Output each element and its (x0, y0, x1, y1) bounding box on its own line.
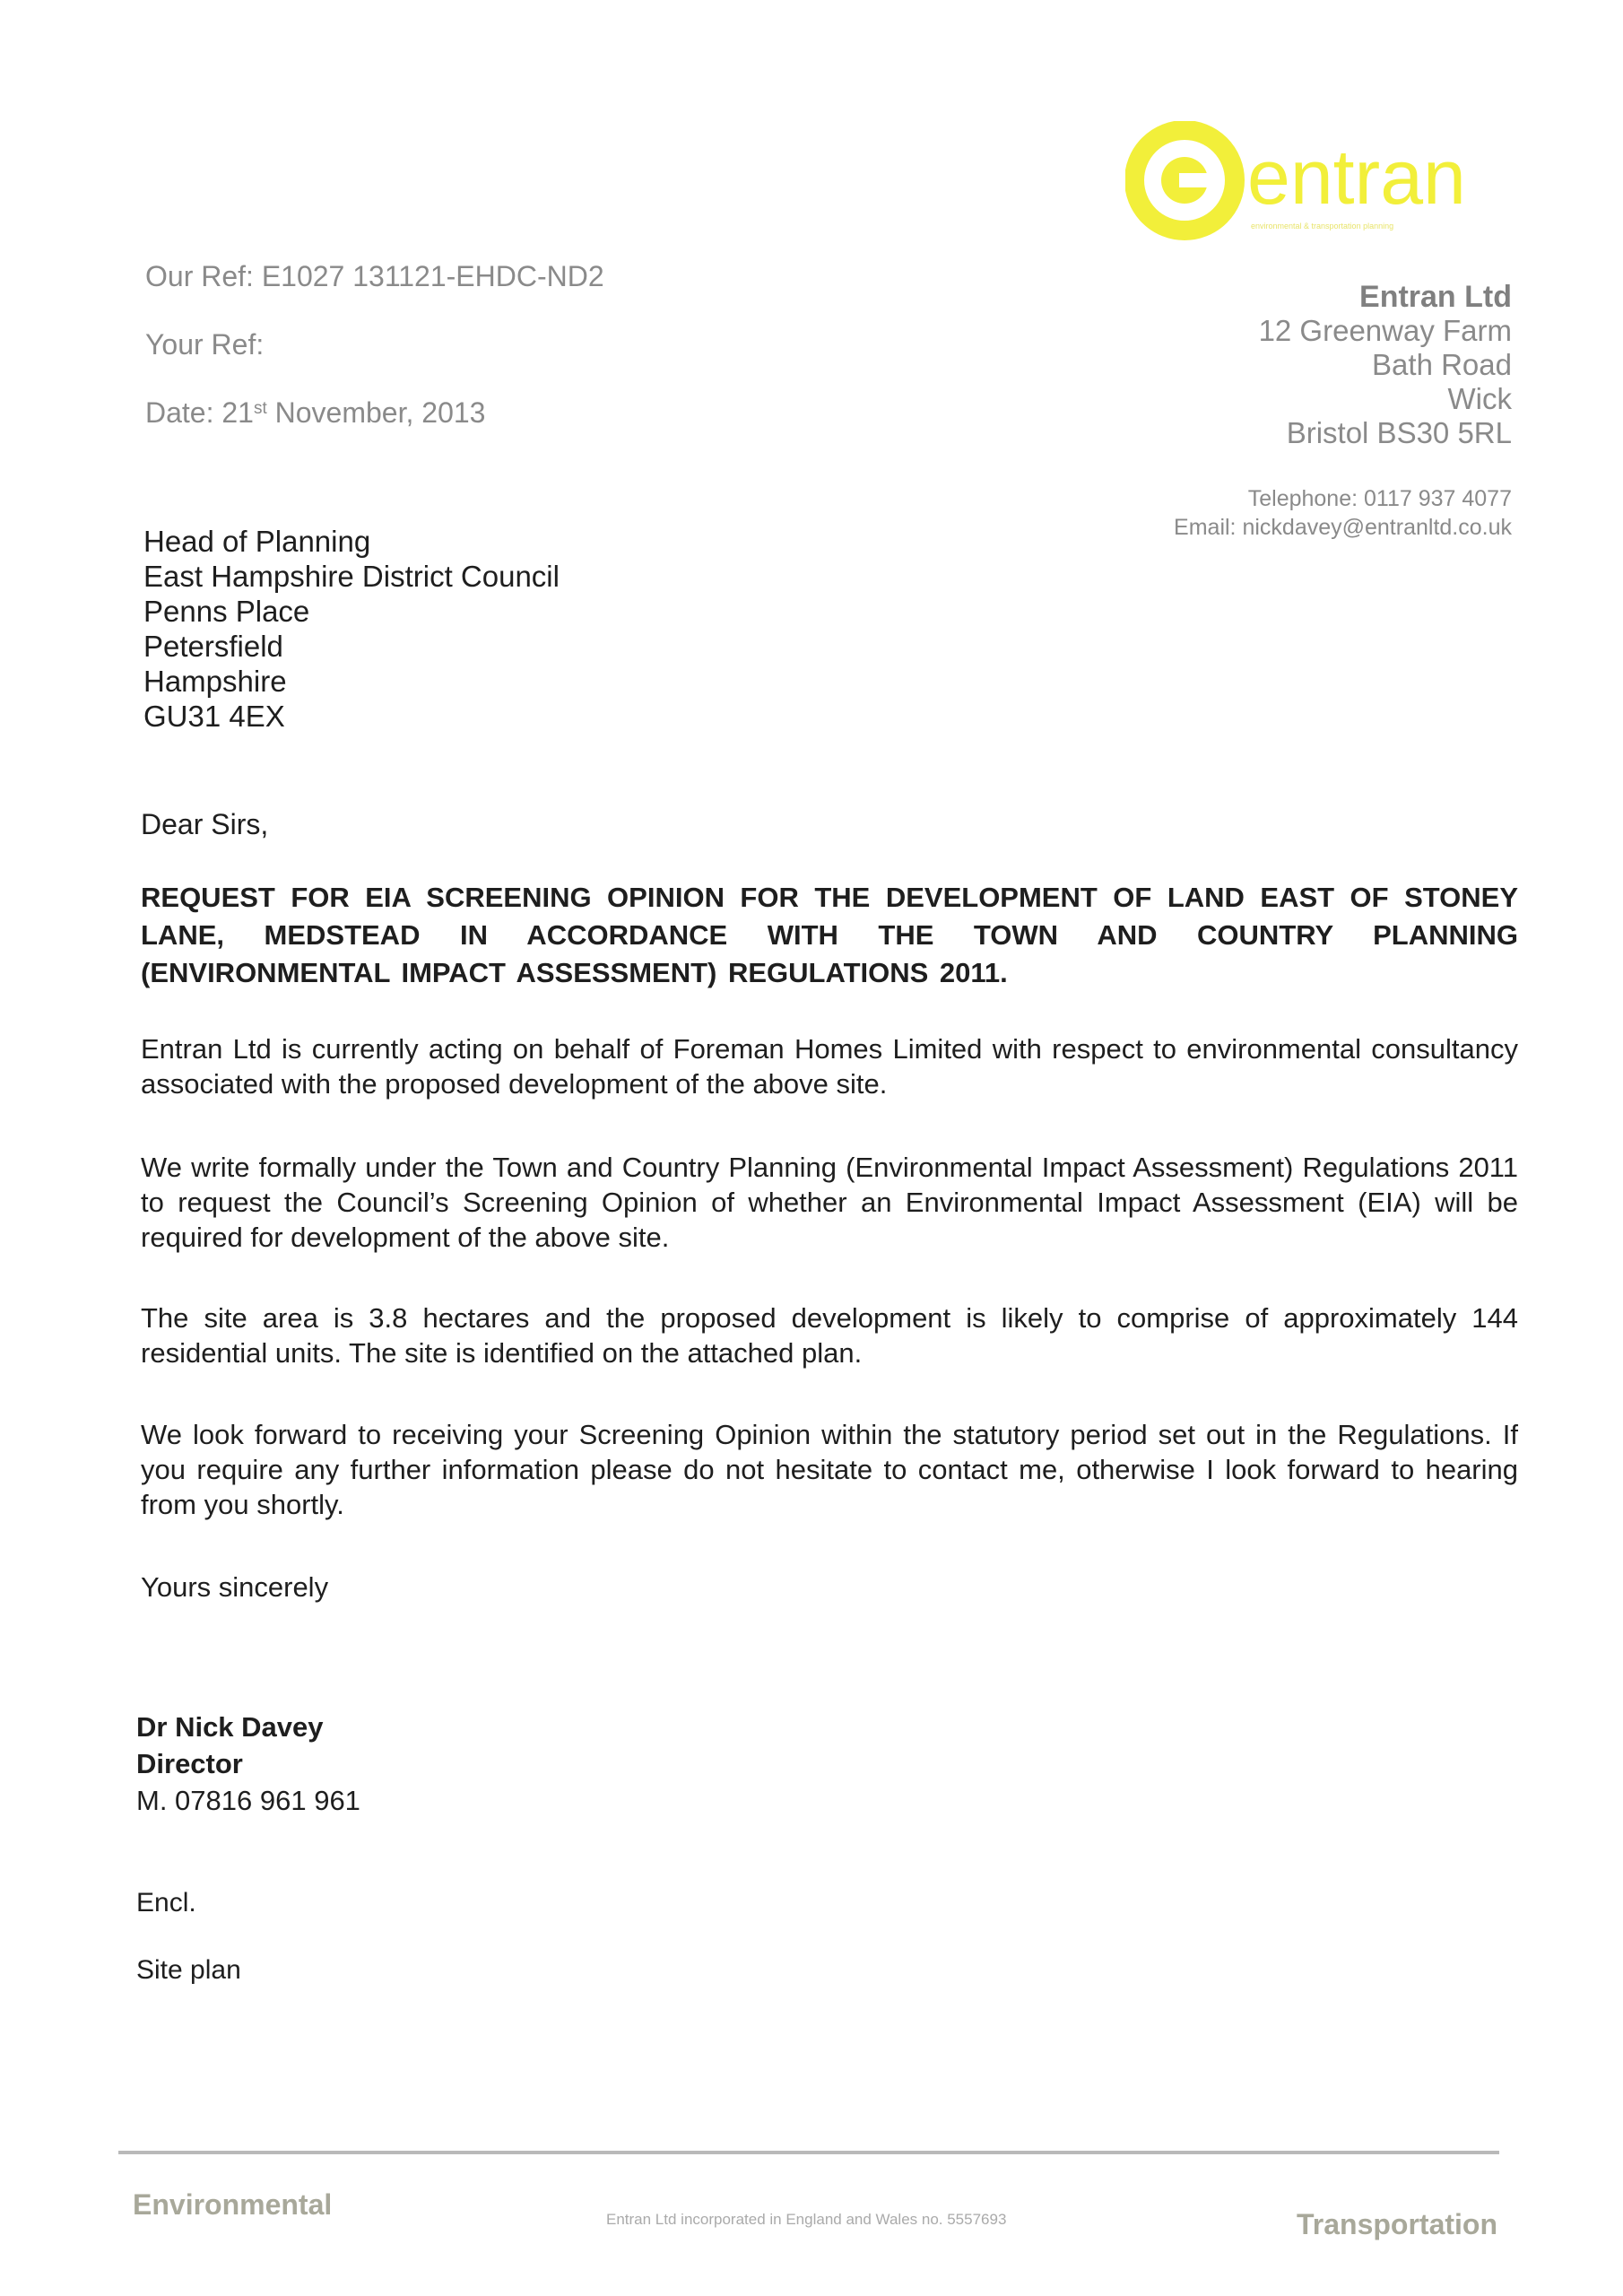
sender-address (1259, 280, 1512, 450)
recipient-line: Petersfield (143, 630, 283, 663)
closing: Yours sincerely (141, 1571, 329, 1603)
body-paragraph: We look forward to receiving your Screening Opinion within the statutory period set out in the Regulations. If you require any further information please do not hesitate to contact me, otherwise I look forward to hearing from you shortly. (141, 1419, 1518, 1520)
sender-telephone: Telephone: 0117 937 4077 (1247, 486, 1512, 511)
recipient-line: Hampshire (143, 665, 287, 698)
signatory-title: Director (136, 1748, 243, 1779)
body-paragraph: The site area is 3.8 hectares and the proposed development is likely to comprise of approximately 144 residential units. The site is identified on the attached plan. (141, 1302, 1518, 1369)
sender-contact (1174, 484, 1512, 542)
our-reference: Our Ref: E1027 131121-EHDC-ND2 (145, 260, 604, 292)
entran-logo (1125, 121, 1520, 247)
letter-heading: REQUEST FOR EIA SCREENING OPINION FOR THE DEVELOPMENT OF LAND EAST OF STONEY LANE, MEDSTEAD IN ACCORDANCE WITH THE TOWN AND COUNTRY PLANNING (ENVIRONMENTAL IMPACT ASSESSMENT) REGULATIONS 2011. (141, 882, 1518, 988)
date-suffix: November, 2013 (266, 396, 486, 429)
sender-address-line: Bath Road (1372, 348, 1512, 381)
signatory-name: Dr Nick Davey (136, 1711, 324, 1743)
sender-email: Email: nickdavey@entranltd.co.uk (1174, 515, 1512, 540)
enclosure-item: Site plan (136, 1955, 241, 1985)
date-prefix: Date: 21 (145, 396, 254, 429)
recipient-line: Penns Place (143, 595, 310, 628)
sender-company: Entran Ltd (1359, 280, 1512, 314)
recipient-line: Head of Planning (143, 525, 371, 558)
sender-address-line: Bristol BS30 5RL (1286, 416, 1512, 449)
body-paragraph: We write formally under the Town and Country Planning (Environmental Impact Assessment) Regulations 2011 to request the Council’s Screening Opinion of whether an Environmental Impact Assessment (EIA) will be required for development of the above site. (141, 1152, 1518, 1253)
body-paragraph: Entran Ltd is currently acting on behalf of Foreman Homes Limited with respect to environmental consultancy associated with the proposed development of the above site. (141, 1033, 1518, 1100)
letter-date (145, 398, 604, 427)
footer-transportation: Transportation (1296, 2208, 1497, 2240)
footer-environmental: Environmental (133, 2188, 333, 2221)
salutation: Dear Sirs, (141, 808, 269, 840)
recipient-line: GU31 4EX (143, 700, 285, 733)
recipient-address (143, 524, 560, 734)
sender-address-line: 12 Greenway Farm (1258, 314, 1512, 347)
enclosure-label: Encl. (136, 1888, 196, 1918)
logo-wordmark: entran (1247, 135, 1466, 221)
sender-address-line: Wick (1447, 382, 1512, 415)
recipient-line: East Hampshire District Council (143, 560, 560, 593)
date-ordinal: st (253, 399, 267, 418)
footer-divider (118, 2151, 1499, 2154)
logo-tagline: environmental & transportation planning (1251, 222, 1394, 230)
footer-company-registration: Entran Ltd incorporated in England and Wales no. 5557693 (606, 2211, 1007, 2228)
your-reference: Your Ref: (145, 328, 265, 361)
entran-logo-mark-icon (1125, 121, 1520, 247)
reference-block (145, 262, 604, 466)
signature-block (136, 1709, 360, 1819)
signatory-mobile: M. 07816 961 961 (136, 1785, 360, 1816)
